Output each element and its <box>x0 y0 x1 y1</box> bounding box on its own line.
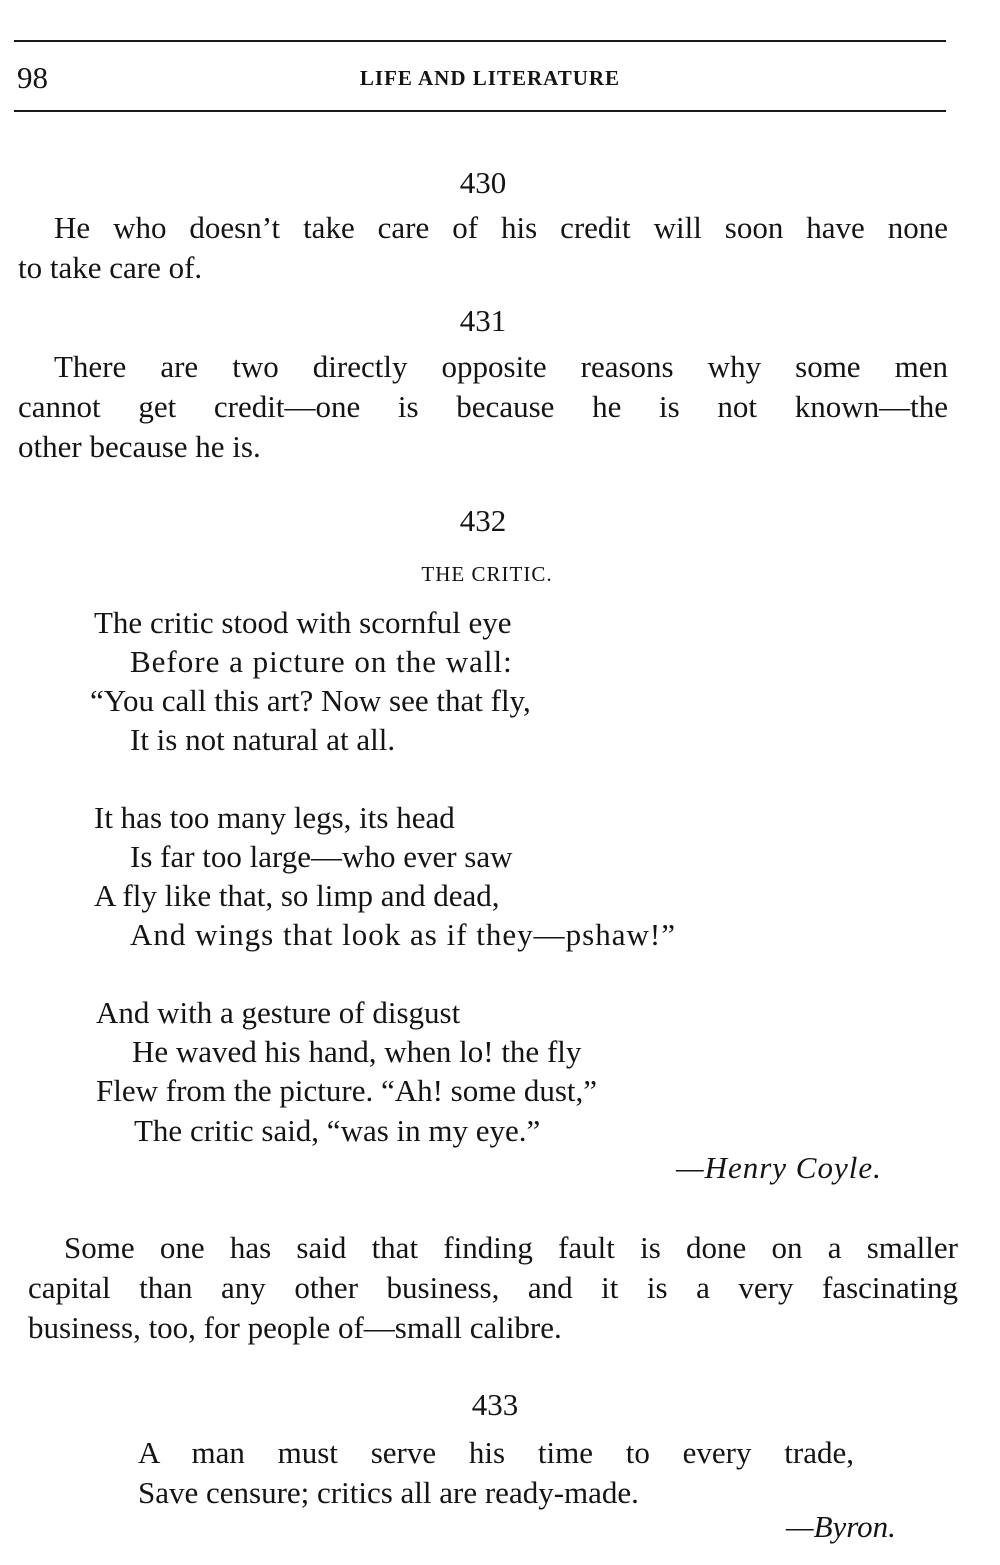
stanza-2-line-4: And wings that look as if they—pshaw!” <box>130 917 676 952</box>
entry-431-line-3: other because he is. <box>18 429 261 464</box>
header-top-rule <box>14 40 946 42</box>
fault-finding-paragraph <box>28 1228 958 1348</box>
stanza-2-line-1: It has too many legs, its head <box>94 800 455 835</box>
entry-430-text <box>18 208 948 288</box>
entry-431-text <box>18 347 948 467</box>
entry-number-430: 430 <box>459 165 507 200</box>
entry-number-431: 431 <box>459 303 507 338</box>
stanza-1-line-4: It is not natural at all. <box>130 722 396 757</box>
entry-430-line-1: He who doesn’t take care of his credit will soon have none <box>54 210 948 245</box>
stanza-1-line-3: “You call this art? Now see that fly, <box>90 683 531 718</box>
entry-433-couplet <box>138 1433 854 1513</box>
couplet-line-1: A man must serve his time to every trade, <box>138 1435 854 1470</box>
running-title: LIFE AND LITERATURE <box>359 66 621 90</box>
paragraph-line-3: business, too, for people of—small calibre. <box>28 1310 562 1345</box>
paragraph-line-2: capital than any other business, and it is a very fascinating <box>28 1270 958 1305</box>
entry-431-line-1: There are two directly opposite reasons why some men <box>54 349 948 384</box>
stanza-3-line-2: He waved his hand, when lo! the fly <box>132 1034 582 1069</box>
couplet-attribution: —Byron. <box>786 1509 896 1544</box>
entry-number-432: 432 <box>459 503 507 538</box>
stanza-3-line-1: And with a gesture of disgust <box>96 995 461 1030</box>
header-bottom-rule <box>14 110 946 112</box>
couplet-line-2: Save censure; critics all are ready-made. <box>138 1475 639 1510</box>
entry-431-line-2: cannot get credit—one is because he is not known—the <box>18 389 948 424</box>
stanza-1-line-2: Before a picture on the wall: <box>130 644 513 679</box>
entry-430-line-2: to take care of. <box>18 250 203 285</box>
entry-number-433: 433 <box>471 1387 519 1422</box>
stanza-3-line-3: Flew from the picture. “Ah! some dust,” <box>96 1073 598 1108</box>
page-number: 98 <box>17 60 48 95</box>
stanza-2-line-2: Is far too large—who ever saw <box>130 839 513 874</box>
stanza-3-line-4: The critic said, “was in my eye.” <box>134 1113 541 1148</box>
poem-attribution: —Henry Coyle. <box>676 1150 882 1185</box>
stanza-2-line-3: A fly like that, so limp and dead, <box>94 878 500 913</box>
paragraph-line-1: Some one has said that finding fault is done on a smaller <box>64 1230 958 1265</box>
poem-title: THE CRITIC. <box>421 562 553 586</box>
stanza-1-line-1: The critic stood with scornful eye <box>94 605 512 640</box>
